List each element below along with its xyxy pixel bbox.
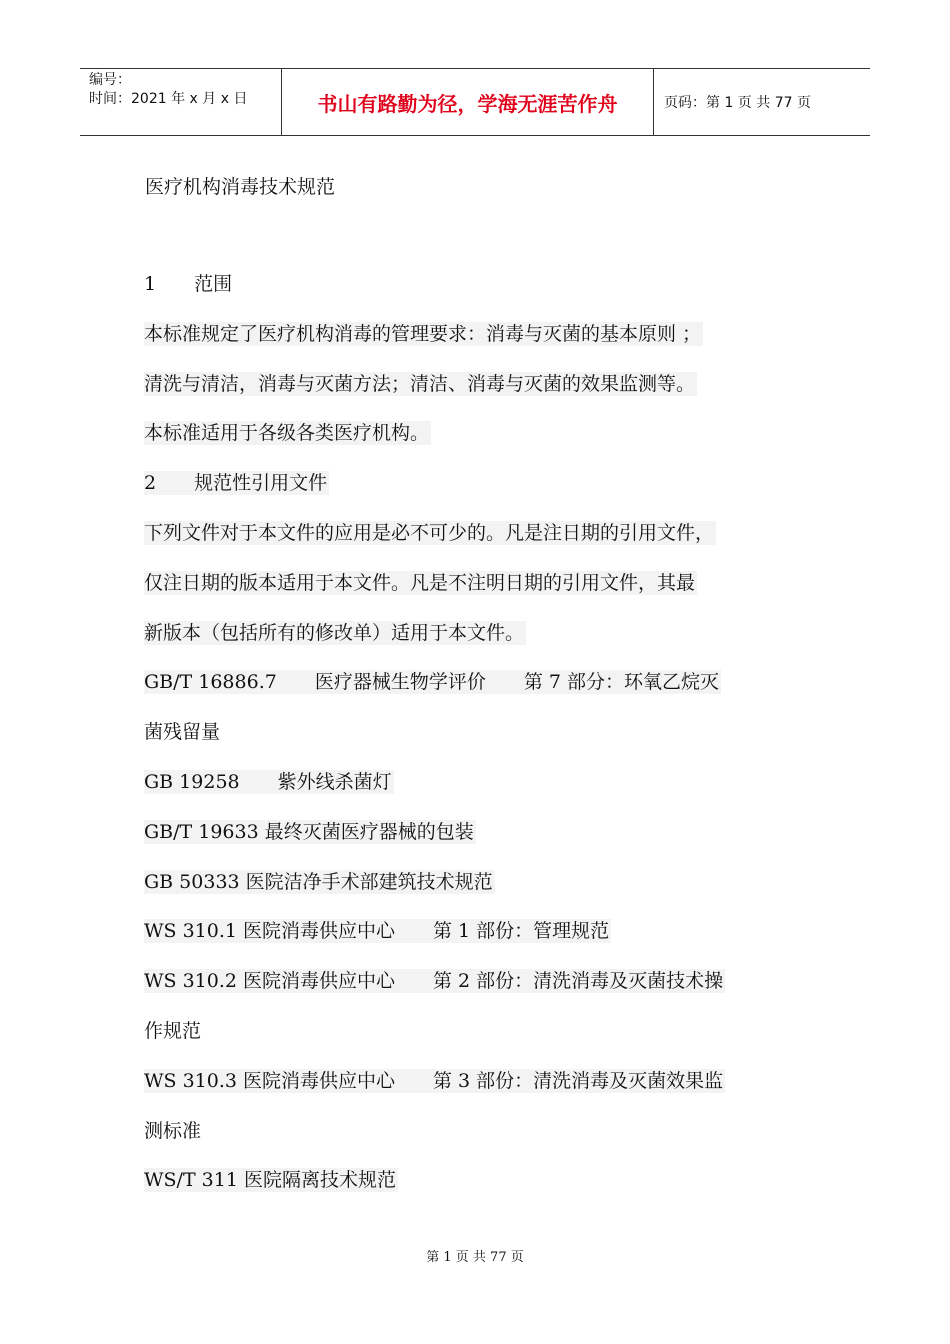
header-meta [80,69,282,135]
text-line: 1 范围 [144,273,233,295]
text-line: WS/T 311 医院隔离技术规范 [144,1169,396,1192]
text-line: 仅注日期的版本适用于本文件。凡是不注明日期的引用文件，其最 [144,571,696,594]
document-title: 医疗机构消毒技术规范 [145,176,336,198]
text-line: 本标准规定了医疗机构消毒的管理要求：消毒与灭菌的基本原则 ； [144,322,702,345]
number-label: 编号： [89,72,131,88]
time-label: 时间：2021 年 x 月 x 日 [89,91,248,107]
text-line: GB 50333 医院洁净手术部建筑技术规范 [144,870,493,893]
text-line: 测标准 [144,1119,202,1142]
text-line: 本标准适用于各级各类医疗机构。 [144,422,430,445]
text-line: WS 310.2 医院消毒供应中心 第 2 部份：清洗消毒及灭菌技术操 [144,970,724,993]
text-line: WS 310.1 医院消毒供应中心 第 1 部份：管理规范 [144,920,610,943]
page-header [80,68,870,136]
text-line: 新版本（包括所有的修改单）适用于本文件。 [144,621,525,644]
text-line: 下列文件对于本文件的应用是必不可少的。凡是注日期的引用文件， [144,521,715,544]
page-footer: 第 1 页 共 77 页 [426,1250,524,1265]
text-line: 清洗与清洁，消毒与灭菌方法；清洁、消毒与灭菌的效果监测等。 [144,372,696,395]
text-line: WS 310.3 医院消毒供应中心 第 3 部份：清洗消毒及灭菌效果监 [144,1069,724,1092]
text-line: GB/T 16886.7 医疗器械生物学评价 第 7 部分：环氧乙烷灭 [144,671,719,694]
text-line: 菌残留量 [144,721,221,744]
header-motto: 书山有路勤为径，学海无涯苦作舟 [282,69,654,135]
text-line: GB 19258 紫外线杀菌灯 [144,770,392,793]
document-body [144,269,844,1215]
text-line: 作规范 [144,1019,202,1042]
text-line: GB/T 19633 最终灭菌医疗器械的包装 [144,820,474,843]
text-line: 2 规范性引用文件 [144,472,328,495]
header-page-info: 页码：第 1 页 共 77 页 [664,95,811,111]
